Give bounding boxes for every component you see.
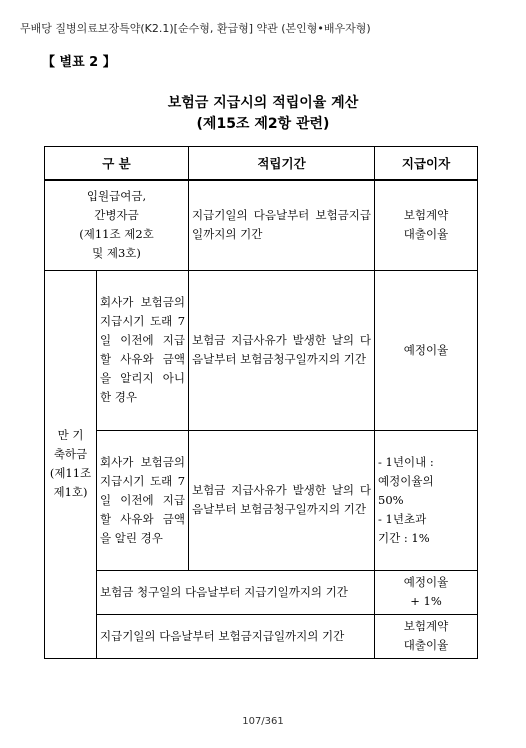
- interest-cell: 예정이율 + 1%: [375, 570, 478, 614]
- period-cell: 지급기일의 다음날부터 보험금지급일까지의 기간: [189, 180, 375, 270]
- table-row: [45, 430, 478, 570]
- header-interest: 지급이자: [375, 147, 478, 181]
- document-header: 무배당 질병의료보장특약(K2.1)[순수형, 환급형] 약관 (본인형•배우자형): [20, 22, 371, 35]
- interest-table: [44, 146, 478, 659]
- table-row: [45, 270, 478, 430]
- interest-cell: - 1년이내 : 예정이율의 50% - 1년초과 기간 : 1%: [375, 430, 478, 570]
- table-row: [45, 180, 478, 270]
- interest-cell: 예정이율: [375, 270, 478, 430]
- header-period: 적립기간: [189, 147, 375, 181]
- appendix-label: 【 별표 2 】: [42, 55, 116, 70]
- sub-category-cell: 회사가 보험금의 지급시기 도래 7일 이전에 지급할 사유와 금액을 알리지 아니한 경우: [97, 270, 189, 430]
- page-number: 107/361: [242, 716, 284, 727]
- page-subtitle: (제15조 제2항 관련): [196, 116, 330, 132]
- period-cell: 보험금 지급사유가 발생한 날의 다음날부터 보험금청구일까지의 기간: [189, 430, 375, 570]
- period-cell: 보험금 지급사유가 발생한 날의 다음날부터 보험금청구일까지의 기간: [189, 270, 375, 430]
- sub-category-cell: 회사가 보험금의 지급시기 도래 7일 이전에 지급할 사유와 금액을 알린 경우: [97, 430, 189, 570]
- interest-cell: 보험계약 대출이율: [375, 180, 478, 270]
- maturity-group-cell: 만 기 축하금 (제11조 제1호): [45, 270, 97, 658]
- table-row: [45, 614, 478, 658]
- period-cell: 지급기일의 다음날부터 보험금지급일까지의 기간: [97, 614, 375, 658]
- category-cell: 입원급여금, 간병자금 (제11조 제2호 및 제3호): [45, 180, 189, 270]
- page-title: 보험금 지급시의 적립이율 계산: [167, 95, 359, 111]
- table-header-row: [45, 147, 478, 181]
- table-row: [45, 570, 478, 614]
- header-category: 구 분: [45, 147, 189, 181]
- interest-cell: 보험계약 대출이율: [375, 614, 478, 658]
- period-cell: 보험금 청구일의 다음날부터 지급기일까지의 기간: [97, 570, 375, 614]
